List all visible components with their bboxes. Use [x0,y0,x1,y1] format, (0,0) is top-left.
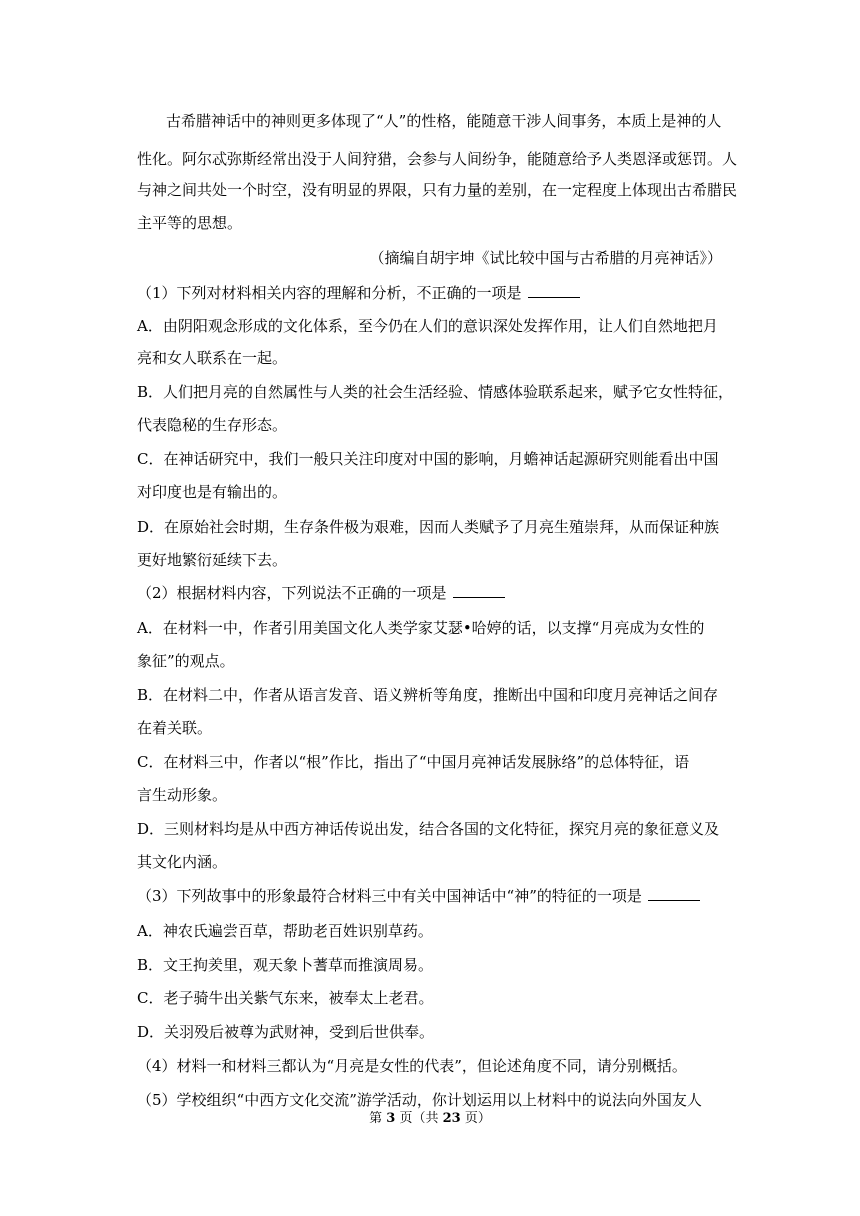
option-c-cont: 对印度也是有输出的。 [137,483,288,501]
footer-total-pages: 23 [442,1111,461,1126]
question-stem-text: （3）下列故事中的形象最符合材料三中有关中国神话中“神”的特征的一项是 [137,887,642,905]
source-citation: （摘编自胡宇坤《试比较中国与古希腊的月亮神话》） [369,249,722,267]
option-d-cont: 更好地繁衍延续下去。 [137,551,288,569]
question-2-stem [137,583,505,603]
paragraph-line: 主平等的思想。 [137,214,243,232]
option-b: B．人们把月亮的自然属性与人类的社会生活经验、情感体验联系起来，赋予它女性特征， [137,383,734,401]
option-b-cont: 代表隐秘的生存形态。 [137,416,288,434]
option-c: C．在材料三中，作者以“根”作比，指出了“中国月亮神话发展脉络”的总体特征，语 [137,753,690,771]
option-a-cont: 象征”的观点。 [137,652,235,670]
answer-blank [528,283,580,298]
option-d: D．关羽殁后被尊为武财神，受到后世供奉。 [137,1023,435,1041]
answer-blank [648,886,700,901]
option-b: B．在材料二中，作者从语言发音、语义辨析等角度，推断出中国和印度月亮神话之间存 [137,686,719,704]
option-c-cont: 言生动形象。 [137,786,228,804]
option-a: A．由阴阳观念形成的文化体系，至今仍在人们的意识深处发挥作用，让人们自然地把月 [137,317,718,335]
answer-blank [453,583,505,598]
question-stem-text: （2）根据材料内容，下列说法不正确的一项是 [137,584,447,602]
footer-page-number: 3 [386,1111,396,1126]
option-d-cont: 其文化内涵。 [137,853,228,871]
question-stem-text: （1）下列对材料相关内容的理解和分析，不正确的一项是 [137,284,522,302]
option-a-cont: 亮和女人联系在一起。 [137,349,288,367]
footer-mid: 页（共 [399,1111,439,1126]
question-3-stem [137,886,700,906]
question-1-stem [137,283,580,303]
paragraph-line: 与神之间共处一个时空，没有明显的界限，只有力量的差别，在一定程度上体现出古希腊民 [137,181,738,199]
option-b: B．文王拘羑里，观天象卜蓍草而推演周易。 [137,956,434,974]
option-d: D．在原始社会时期，生存条件极为艰难，因而人类赋予了月亮生殖崇拜，从而保证种族 [137,518,720,536]
option-a: A．在材料一中，作者引用美国文化人类学家艾瑟•哈婷的话，以支撑“月亮成为女性的 [137,619,705,637]
footer-suffix: 页） [464,1111,491,1126]
question-4-stem: （4）材料一和材料三都认为“月亮是女性的代表”，但论述角度不同，请分别概括。 [137,1057,687,1075]
paragraph-line: 古希腊神话中的神则更多体现了“人”的性格，能随意干涉人间事务，本质上是神的人 [166,112,722,130]
paragraph-line: 性化。阿尔忒弥斯经常出没于人间狩猎，会参与人间纷争，能随意给予人类恩泽或惩罚。人 [137,150,738,168]
option-a: A．神农氏遍尝百草，帮助老百姓识别草药。 [137,922,433,940]
option-d: D．三则材料均是从中西方神话传说出发，结合各国的文化特征，探究月亮的象征意义及 [137,820,720,838]
option-b-cont: 在着关联。 [137,719,213,737]
footer-prefix: 第 [369,1111,383,1126]
option-c: C．在神话研究中，我们一般只关注印度对中国的影响，月蟾神话起源研究则能看出中国 [137,450,719,468]
option-c: C．老子骑牛出关紫气东来，被奉太上老君。 [137,989,434,1007]
question-5-stem: （5）学校组织“中西方文化交流”游学活动，你计划运用以上材料中的说法向外国友人 [137,1091,702,1109]
page-footer [0,1110,860,1128]
